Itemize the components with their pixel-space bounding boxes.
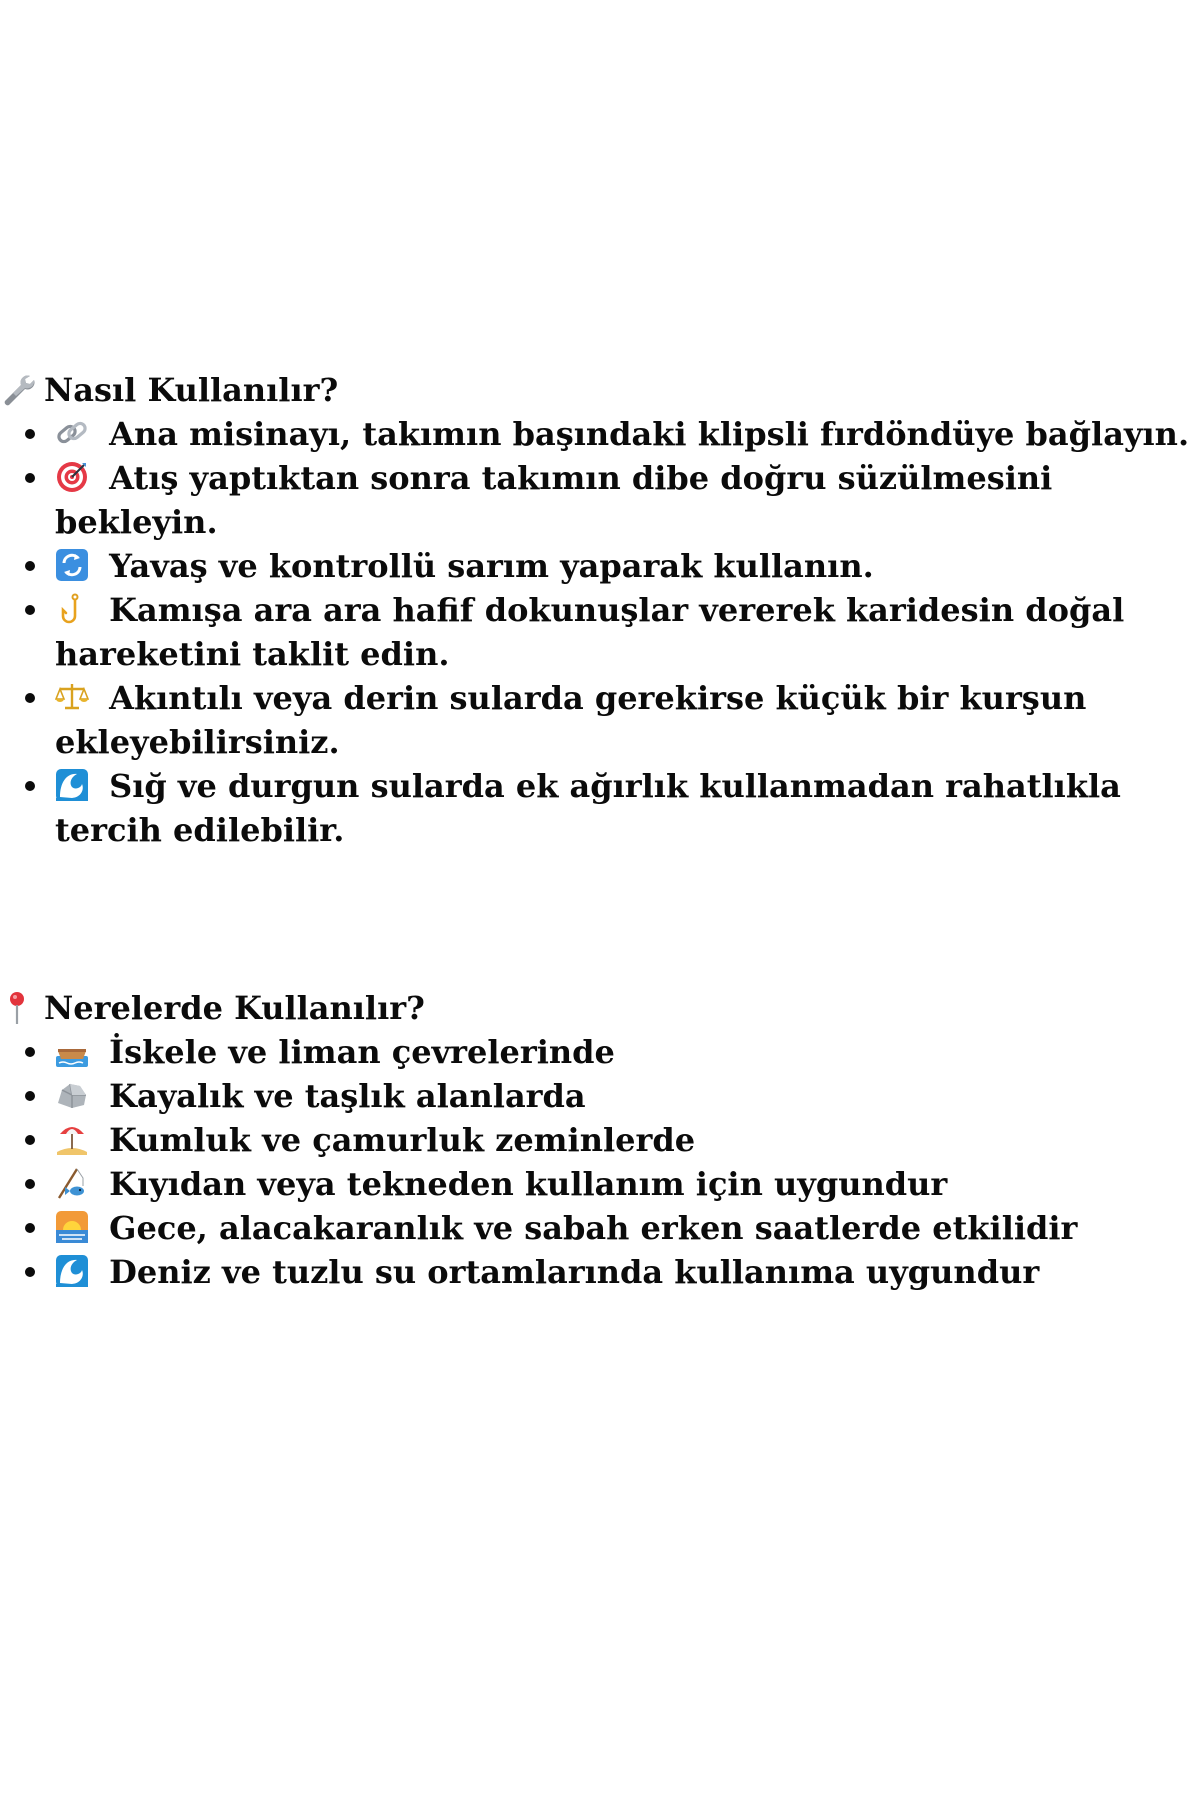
list-item: [0, 1074, 1200, 1118]
list-item-text: Ana misinayı, takımın başındaki klipsli fırdöndüye bağlayın.: [109, 415, 1190, 453]
bullet: [25, 429, 35, 439]
wrench-icon: [0, 372, 36, 408]
how-to-use-list: [0, 412, 1200, 852]
list-item-text: Kumluk ve çamurluk zeminlerde: [109, 1121, 696, 1159]
list-item: [0, 1206, 1200, 1250]
wave-icon: [55, 1254, 89, 1288]
pin-icon: [0, 990, 36, 1026]
list-item-text: Akıntılı veya derin sularda gerekirse küçük bir kurşun ekleyebilirsiniz.: [55, 679, 1087, 761]
where-to-use-list: [0, 1030, 1200, 1294]
sunrise-icon: [55, 1210, 89, 1244]
list-item: [0, 1162, 1200, 1206]
bullet: [25, 1223, 35, 1233]
bullet: [25, 1179, 35, 1189]
bullet: [25, 1135, 35, 1145]
list-item-text: İskele ve liman çevrelerinde: [109, 1033, 615, 1071]
fishing-icon: [55, 1166, 89, 1200]
bullet: [25, 561, 35, 571]
list-item-text: Kamışa ara ara hafif dokunuşlar vererek karidesin doğal hareketini taklit edin.: [55, 591, 1125, 673]
bullet: [25, 1267, 35, 1277]
list-item-text: Gece, alacakaranlık ve sabah erken saatlerde etkilidir: [109, 1209, 1078, 1247]
rock-icon: [55, 1078, 89, 1112]
list-item-text: Atış yaptıktan sonra takımın dibe doğru süzülmesini bekleyin.: [55, 459, 1053, 541]
wave-icon: [55, 768, 89, 802]
list-item: [0, 1030, 1200, 1074]
list-item: [0, 456, 1200, 544]
target-icon: [55, 460, 89, 494]
list-item-text: Deniz ve tuzlu su ortamlarında kullanıma uygundur: [109, 1253, 1040, 1291]
hook-icon: [55, 592, 89, 626]
bullet: [25, 473, 35, 483]
bullet: [25, 781, 35, 791]
list-item: [0, 1118, 1200, 1162]
where-to-use-title-text: Nerelerde Kullanılır?: [44, 989, 425, 1027]
list-item-text: Kıyıdan veya tekneden kullanım için uygundur: [109, 1165, 948, 1203]
list-item: [0, 764, 1200, 852]
scales-icon: [55, 680, 89, 714]
link-icon: [55, 416, 89, 450]
bullet: [25, 693, 35, 703]
where-to-use-section: [0, 986, 1200, 1294]
bullet: [25, 605, 35, 615]
list-item: [0, 588, 1200, 676]
how-to-use-section: [0, 368, 1200, 852]
where-to-use-title: [0, 986, 1200, 1030]
list-item: [0, 676, 1200, 764]
bullet: [25, 1091, 35, 1101]
beach-icon: [55, 1122, 89, 1156]
list-item: [0, 1250, 1200, 1294]
how-to-use-title-text: Nasıl Kullanılır?: [44, 371, 339, 409]
bullet: [25, 1047, 35, 1057]
list-item-text: Sığ ve durgun sularda ek ağırlık kullanmadan rahatlıkla tercih edilebilir.: [55, 767, 1121, 849]
list-item: [0, 544, 1200, 588]
repeat-icon: [55, 548, 89, 582]
list-item-text: Yavaş ve kontrollü sarım yaparak kullanın.: [109, 547, 874, 585]
how-to-use-title: [0, 368, 1200, 412]
list-item: [0, 412, 1200, 456]
boat-icon: [55, 1034, 89, 1068]
list-item-text: Kayalık ve taşlık alanlarda: [109, 1077, 586, 1115]
